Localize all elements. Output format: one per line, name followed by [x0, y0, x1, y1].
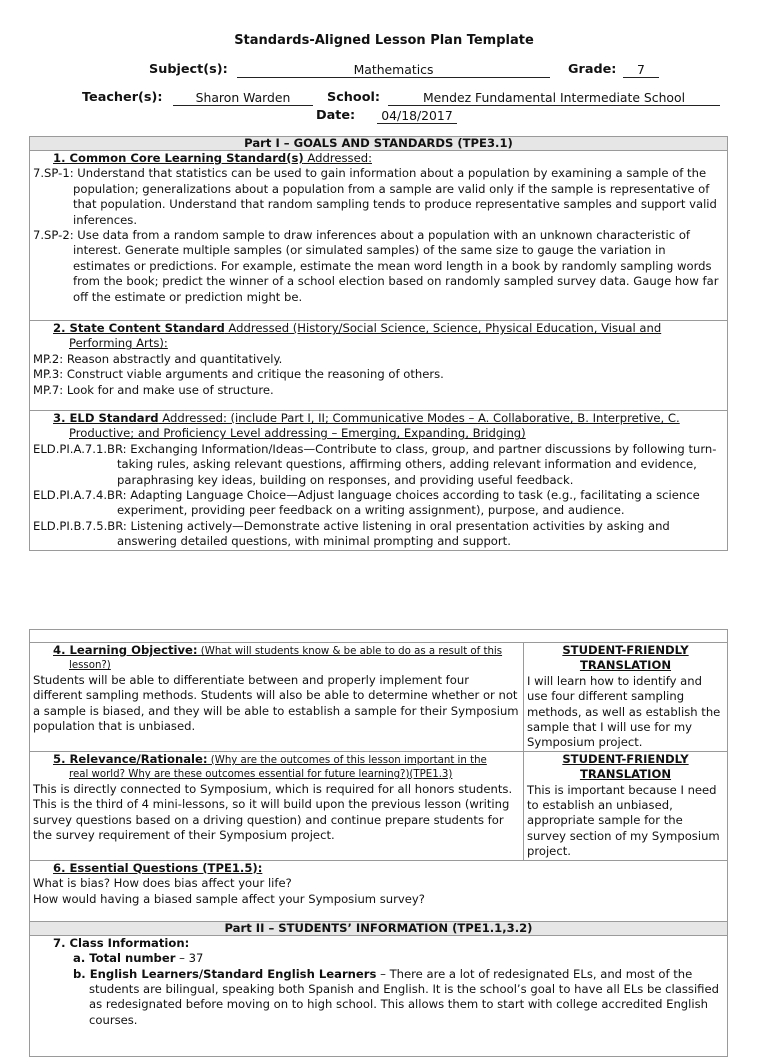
subject-label: Subject(s): [149, 62, 228, 77]
eld-section [30, 411, 728, 551]
class-info-list [33, 951, 724, 1028]
relevance-heading-cont: real world? Why are these outcomes essential for future learning?)(TPE1.3) [69, 768, 453, 780]
eld-heading: 3. ELD Standard Addressed: (include Part I, II; Communicative Modes – A. Collaborative, B. Interpretive, C. [53, 411, 680, 425]
state-heading-cont: Performing Arts): [69, 336, 168, 351]
eld-heading-cont: Productive; and Proficiency Level addressing – Emerging, Expanding, Bridging) [69, 426, 526, 441]
list-item: a. Total number – 37 [73, 951, 204, 966]
school-label: School: [327, 90, 380, 105]
state-heading: 2. State Content Standard Addressed (History/Social Science, Science, Physical Education, Visual and [53, 321, 662, 335]
sft-text: This is important because I need to establish an unbiased, appropriate sample for the survey section of my Symposium project. [527, 782, 720, 859]
school-field[interactable]: Mendez Fundamental Intermediate School [388, 90, 720, 106]
eld-item: ELD.PI.A.7.1.BR: Exchanging Information/Ideas—Contribute to class, group, and partner discussions by following turn-taking rules, asking relevant questions, affirming others, adding relevant information and evidence, paraphrasing key ideas, building on responses, and providing useful feedback. [33, 441, 717, 487]
document-title: Standards-Aligned Lesson Plan Template [234, 33, 534, 48]
objective-sft-cell [524, 643, 728, 752]
class-info-heading: 7. Class Information: [53, 935, 190, 950]
sft-label: STUDENT-FRIENDLY [562, 643, 689, 657]
class-info-cell [30, 935, 728, 1056]
teacher-field[interactable]: Sharon Warden [173, 90, 313, 106]
ccss-heading: 1. Common Core Learning Standard(s) Addressed: [53, 151, 372, 165]
eld-item: ELD.PI.A.7.4.BR: Adapting Language Choice—Adjust language choices according to task (e.g., facilitating a science experiment, providing peer feedback on a writing assignment), purpose, and audience. [33, 488, 700, 518]
teacher-label: Teacher(s): [82, 90, 163, 105]
objectives-table [29, 629, 728, 1057]
mp-item: MP.7: Look for and make use of structure. [33, 382, 274, 397]
mp-item: MP.2: Reason abstractly and quantitatively. [33, 351, 283, 366]
grade-label: Grade: [568, 62, 617, 77]
sft-label: TRANSLATION [579, 767, 672, 782]
ccss-section [30, 151, 728, 321]
relevance-cell [30, 751, 524, 860]
relevance-heading: 5. Relevance/Rationale: (Why are the outcomes of this lesson important in the [53, 751, 487, 766]
essential-question: What is bias? How does bias affect your life? [33, 876, 292, 891]
date-label: Date: [316, 108, 356, 123]
sft-text: I will learn how to identify and use four different sampling methods, as well as establish the sample that I will use for my Symposium project. [527, 673, 721, 750]
objective-cell [30, 643, 524, 752]
blank-row [30, 630, 728, 643]
essential-cell [30, 860, 728, 921]
relevance-text: This is directly connected to Symposium, which is required for all honors students. This is the third of 4 mini-lessons, so it will build upon the previous lesson (writing survey questions based on a driving question) and continue prepare students for the survey requirement of their Symposium project. [33, 781, 513, 843]
sft-label: STUDENT-FRIENDLY [562, 751, 689, 766]
state-section [30, 321, 728, 411]
mp-item: MP.3: Construct viable arguments and critique the reasoning of others. [33, 367, 444, 382]
date-field[interactable]: 04/18/2017 [377, 108, 457, 124]
eld-item: ELD.PI.B.7.5.BR: Listening actively—Demonstrate active listening in oral presentation activities by asking and answering detailed questions, with minimal prompting and support. [33, 518, 670, 549]
objective-heading-cont: lesson?) [69, 660, 111, 671]
essential-question: How would having a biased sample affect your Symposium survey? [33, 891, 425, 906]
sft-label: TRANSLATION [579, 658, 672, 673]
standard-item: 7.SP-2: Use data from a random sample to draw inferences about a population with an unknown characteristic of interest. Generate multiple samples (or simulated samples) of the same size to gauge the variation in estimates or predictions. For example, estimate the mean word length in a book by randomly sampling words from the book; predict the winner of a school election based on randomly sampled survey data. Gauge how far off the estimate or prediction might be. [33, 228, 719, 304]
part2-bar: Part II – STUDENTS’ INFORMATION (TPE1.1,3.2) [30, 921, 728, 935]
objective-text: Students will be able to differentiate between and properly implement four different sampling methods. Students will also be able to determine whether or not a sample is biased, and they will be able to establish a sample for their Symposium population that is unbiased. [33, 673, 519, 734]
standard-item: 7.SP-1: Understand that statistics can be used to gain information about a population by examining a sample of the population; generalizations about a population from a sample are valid only if the sample is representative of that population. Understand that random sampling tends to produce representative samples and support valid inferences. [33, 166, 717, 227]
part1-bar: Part I – GOALS AND STANDARDS (TPE3.1) [30, 137, 728, 151]
objective-heading: 4. Learning Objective: (What will students know & be able to do as a result of this [53, 643, 503, 657]
part1-table [29, 136, 728, 551]
list-item: b. English Learners/Standard English Learners – There are a lot of redesignated ELs, and most of the students are bilingual, speaking both Spanish and English. It is the school’s goal to have all ELs be classified as redesignated before moving on to high school. This allows them to start with college accredited English courses. [73, 966, 719, 1027]
relevance-sft-cell [524, 751, 728, 860]
essential-heading: 6. Essential Questions (TPE1.5): [53, 860, 263, 875]
grade-field[interactable]: 7 [623, 62, 659, 78]
subject-field[interactable]: Mathematics [237, 62, 550, 78]
